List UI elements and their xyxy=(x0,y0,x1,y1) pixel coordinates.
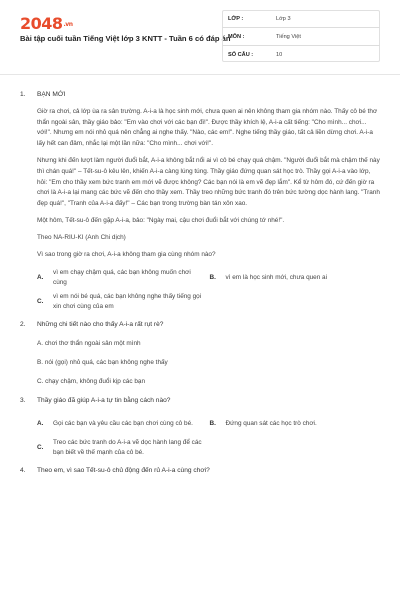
option-text: vì em chạy chậm quá, các bạn không muốn chơi cùng xyxy=(53,268,191,287)
option-letter: A. xyxy=(37,273,44,281)
question-text: Những chi tiết nào cho thấy A-i-a rất rụt rè? xyxy=(37,321,164,329)
info-value: Tiếng Việt xyxy=(276,33,301,40)
answer-option-c[interactable] xyxy=(37,290,210,314)
answer-option-b[interactable] xyxy=(210,266,383,290)
question-3 xyxy=(20,396,382,461)
question-text: Theo em, vì sao Tết-su-ô chủ động đến rủ A-i-a cùng chơi? xyxy=(37,467,210,475)
passage-title: BẠN MỚI xyxy=(37,91,66,98)
question-2 xyxy=(20,320,382,387)
answer-options xyxy=(37,266,382,314)
option-letter: C. xyxy=(37,297,44,305)
answer-option-c[interactable] xyxy=(37,436,210,460)
passage-paragraph: Giờ ra chơi, cả lớp ùa ra sân trường. A-i-a là học sinh mới, chưa quen ai nên không tham gia nhóm nào. Thấy cô bé thơ thẩn ngoài sân, thầy giáo bảo: "Em vào chơi với các bạn đi!". Được thầy khích lệ, A-i-a cất tiếng: "Cho mình... chơi... với!". Nhưng em nói nhỏ quá nên chẳng ai nghe thấy. "Nào, các em!". Nghe tiếng thầy giáo, tất cả liền dừng chơi. A-i-a lấy hết can đảm, nhắc lại một lần nữa: "Cho mình... chơi với!". xyxy=(37,107,378,148)
info-value: Lớp 3 xyxy=(276,15,291,22)
question-number: 1. xyxy=(20,91,26,98)
info-value: 10 xyxy=(276,52,283,58)
site-logo[interactable]: 2048.vn xyxy=(20,14,73,33)
option-text: Gọi các bạn và yêu cầu các bạn chơi cùng cô bé. xyxy=(53,419,193,427)
answer-option-a[interactable] xyxy=(37,412,210,436)
option-letter: B. xyxy=(209,419,216,427)
info-key: SỐ CÂU : xyxy=(228,52,254,58)
question-1 xyxy=(20,90,382,314)
info-table xyxy=(222,10,380,64)
question-number: 2. xyxy=(20,321,26,329)
question-text: Thầy giáo đã giúp A-i-a tự tin bằng cách nào? xyxy=(37,396,171,404)
question-4 xyxy=(20,466,382,477)
answer-option-b[interactable] xyxy=(210,412,383,436)
answer-options xyxy=(37,412,382,460)
info-key: LỚP : xyxy=(228,15,244,22)
header-divider xyxy=(0,74,400,75)
option-letter: B. xyxy=(209,273,216,281)
option-letter: C. xyxy=(37,443,44,451)
option-text: vì em là học sinh mới, chưa quen ai xyxy=(225,273,328,281)
page-header xyxy=(0,0,400,72)
option-letter: A. xyxy=(37,419,44,427)
answer-option-c[interactable]: C. chạy chậm, không đuổi kịp các bạn xyxy=(37,377,145,385)
info-row-subject xyxy=(222,28,380,46)
worksheet-content xyxy=(20,84,382,483)
question-number: 3. xyxy=(20,396,26,404)
question-number: 4. xyxy=(20,467,26,475)
passage-paragraph: Một hôm, Tết-su-ô đến gặp A-i-a, bảo: "Ngày mai, cậu chơi đuổi bắt với chúng tớ nhé!". xyxy=(37,216,285,224)
info-row-class xyxy=(222,10,380,28)
answer-option-a[interactable]: A. chơi thơ thẩn ngoài sân một mình xyxy=(37,340,141,348)
question-heading xyxy=(20,90,382,101)
question-heading xyxy=(20,466,382,477)
question-text: Vì sao trong giờ ra chơi, A-i-a không tham gia cùng nhóm nào? xyxy=(37,250,216,258)
option-text: Treo các bức tranh do A-i-a vẽ dọc hành lang để các bạn biết về thế mạnh của cô bé. xyxy=(53,438,202,457)
answer-option-b[interactable]: B. nói (gọi) nhỏ quá, các bạn không nghe thấy xyxy=(37,358,168,366)
document-title: Bài tập cuối tuần Tiếng Việt lớp 3 KNTT - Tuần 6 có đáp án xyxy=(20,34,231,43)
info-key: MÔN : xyxy=(228,33,245,40)
question-heading xyxy=(20,396,382,407)
passage-paragraph: Nhưng khi đến lượt làm người đuổi bắt, A-i-a không bắt nổi ai vì cô bé chạy quá chậm. "Người đuổi bắt mà chậm thế này thì chán quá!" – Tết-su-ô kêu lên, khiến A-i-a càng lúng túng. Thầy giáo đứng quan sát học trò. Thầy gọi A-i-a vào lớp, hỏi: "Em cho thầy xem bức tranh em mới vẽ được không? Các bạn nói là em vẽ đẹp lắm". Kể từ hôm đó, cứ đến giờ ra chơi là A-i-a lại mang các bức vẽ đến cho thầy xem. Thầy treo những bức tranh đó trên bức tường dọc hành lang. "Tranh đẹp quá!", "Tranh của A-i-a đấy!" – Các bạn trong trường bàn tán xôn xao. xyxy=(37,156,380,208)
question-heading xyxy=(20,320,382,331)
option-text: vì em nói bé quá, các bạn không nghe thấy tiếng gọi xin chơi cùng của em xyxy=(53,292,202,311)
passage-author: Theo NA-RIU-KI (Anh Chi dịch) xyxy=(37,233,126,241)
answer-option-a[interactable] xyxy=(37,266,210,290)
option-text: Đứng quan sát các học trò chơi. xyxy=(225,419,317,427)
info-row-count xyxy=(222,46,380,64)
